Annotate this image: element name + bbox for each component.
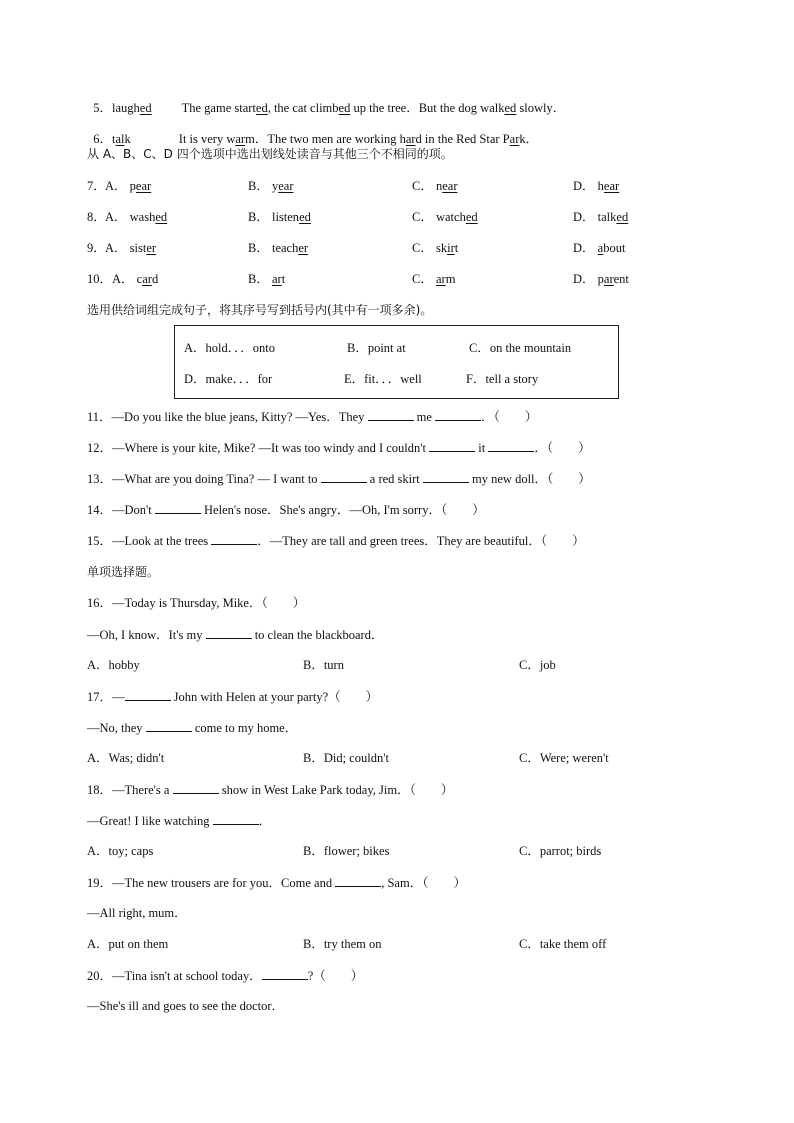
question-number: 9． [87, 241, 106, 255]
phrase-option: F．tell a story [466, 372, 539, 386]
mc-answer-line: —Great! I like watching ． [87, 814, 272, 828]
fill-question: 14．—Don't Helen's nose．She's angry．—Oh, I'm sorry．（ ） [87, 503, 485, 517]
answer-option[interactable]: B．turn [303, 658, 344, 672]
question-number: 15． [87, 534, 113, 548]
answer-blank[interactable] [429, 439, 475, 452]
answer-blank[interactable] [211, 532, 257, 545]
phrase-option: B．point at [347, 341, 406, 355]
section-title-multiple-choice: 单项选择题。 [87, 565, 160, 579]
answer-option[interactable]: C．take them off [519, 937, 607, 951]
answer-blank[interactable] [488, 439, 534, 452]
answer-option[interactable]: A． washed [105, 210, 168, 224]
answer-option[interactable]: A．hobby [87, 658, 140, 672]
answer-option[interactable]: B． year [248, 179, 294, 193]
answer-option[interactable]: D． hear [573, 179, 620, 193]
answer-blank[interactable] [423, 470, 469, 483]
answer-blank[interactable] [262, 967, 308, 980]
target-word: laughed [112, 101, 152, 115]
answer-blank[interactable] [173, 781, 219, 794]
question-number: 13． [87, 472, 113, 486]
answer-blank[interactable] [321, 470, 367, 483]
question-number: 10． [87, 272, 113, 286]
question-number: 6． [93, 132, 113, 146]
question-number: 14． [87, 503, 113, 517]
question-number: 17． [87, 690, 113, 704]
question-5 [87, 84, 565, 116]
fill-question: 11．—Do you like the blue jeans, Kitty? —Yes．They me ．（ ） [87, 410, 538, 424]
answer-option[interactable]: A．put on them [87, 937, 169, 951]
answer-blank[interactable] [206, 626, 252, 639]
answer-option[interactable]: B．flower; bikes [303, 844, 390, 858]
answer-option[interactable]: C． arm [412, 272, 456, 286]
answer-option[interactable]: A． pear [105, 179, 152, 193]
section-title-phrases: 选用供给词组完成句子，将其序号写到括号内(其中有一项多余)。 [87, 303, 433, 317]
mc-question: 18．—There's a show in West Lake Park today, Jim．（ ） [87, 783, 454, 797]
answer-option[interactable]: A．Was; didn't [87, 751, 165, 765]
fill-question: 15．—Look at the trees ．—They are tall and green trees．They are beautiful．（ ） [87, 534, 585, 548]
answer-option[interactable]: C．parrot; birds [519, 844, 602, 858]
mc-answer-line: —Oh, I know．It's my to clean the blackboard． [87, 628, 384, 642]
phrase-option: A．hold．．．onto [184, 341, 275, 355]
question-number: 5． [93, 101, 113, 115]
answer-option[interactable]: A．toy; caps [87, 844, 154, 858]
answer-option[interactable]: C． near [412, 179, 458, 193]
answer-blank[interactable] [155, 501, 201, 514]
question-6 [87, 115, 538, 147]
phrase-option: E．fit．．．well [344, 372, 422, 386]
phrase-option: C．on the mountain [469, 341, 572, 355]
answer-option[interactable]: C． watched [412, 210, 478, 224]
section-title-phonics: 从 A、B、C、D 四个选项中选出划线处读音与其他三个不相同的项。 [87, 147, 453, 161]
question-number: 7． [87, 179, 106, 193]
question-number: 11． [87, 410, 112, 424]
answer-blank[interactable] [368, 408, 414, 421]
answer-blank[interactable] [435, 408, 481, 421]
answer-option[interactable]: B． teacher [248, 241, 309, 255]
answer-option[interactable]: D． parent [573, 272, 629, 286]
fill-question: 13．—What are you doing Tina? — I want to a red skirt my new doll．（ ） [87, 472, 591, 486]
answer-option[interactable]: D． talked [573, 210, 629, 224]
question-number: 16． [87, 596, 113, 610]
answer-option[interactable]: C．Were; weren't [519, 751, 609, 765]
mc-answer-line: —All right, mum． [87, 906, 187, 920]
phrase-option: D．make．．．for [184, 372, 273, 386]
mc-question: 17．— John with Helen at your party?（ ） [87, 690, 379, 704]
question-number: 18． [87, 783, 113, 797]
question-number: 20． [87, 969, 113, 983]
answer-option[interactable]: B．Did; couldn't [303, 751, 389, 765]
answer-option[interactable]: A． sister [105, 241, 157, 255]
answer-option[interactable]: C． skirt [412, 241, 459, 255]
example-sentence: The game started, the cat climbed up the tree．But the dog walked slowly． [181, 101, 566, 115]
answer-option[interactable]: B．try them on [303, 937, 382, 951]
answer-blank[interactable] [213, 812, 259, 825]
phrase-bank-box [174, 325, 619, 399]
example-sentence: It is very warm．The two men are working hard in the Red Star Park． [178, 132, 539, 146]
mc-answer-line: —No, they come to my home． [87, 721, 298, 735]
fill-question: 12．—Where is your kite, Mike? —It was too windy and I couldn't it ．（ ） [87, 441, 591, 455]
question-number: 12． [87, 441, 113, 455]
question-number: 8． [87, 210, 106, 224]
answer-blank[interactable] [146, 719, 192, 732]
answer-option[interactable]: B． listened [248, 210, 311, 224]
mc-question: 19．—The new trousers are for you．Come and , Sam．（ ） [87, 876, 466, 890]
mc-question: 20．—Tina isn't at school today． ?（ ） [87, 969, 364, 983]
answer-blank[interactable] [335, 874, 381, 887]
question-number: 19． [87, 876, 113, 890]
target-word: talk [112, 132, 131, 146]
answer-option[interactable]: D． about [573, 241, 626, 255]
answer-option[interactable]: A． card [112, 272, 159, 286]
mc-question: 16．—Today is Thursday, Mike．（ ） [87, 596, 306, 610]
mc-answer-line: —She's ill and goes to see the doctor． [87, 999, 285, 1013]
answer-blank[interactable] [125, 688, 171, 701]
answer-option[interactable]: B． art [248, 272, 286, 286]
answer-option[interactable]: C．job [519, 658, 556, 672]
